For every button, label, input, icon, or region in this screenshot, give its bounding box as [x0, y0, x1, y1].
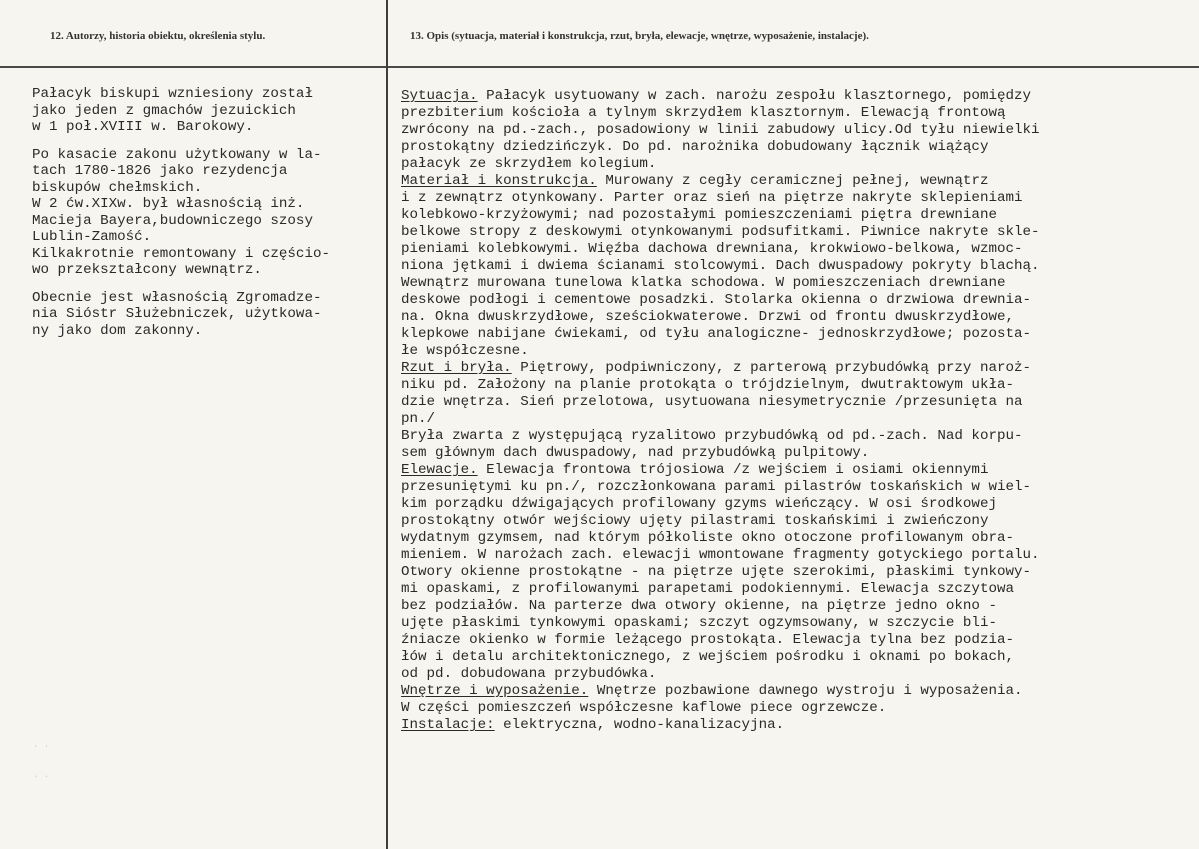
description-line: [401, 122, 1191, 139]
line-text: klepkowe nabijane ćwiekami, od tyłu analogiczne- jednoskrzydłowe; pozosta-: [401, 326, 1032, 342]
description-line: [401, 632, 1191, 649]
text-line: Kilkakrotnie remontowany i częścio-: [32, 245, 330, 262]
section-heading: Sytuacja.: [401, 88, 478, 104]
column-divider: [386, 0, 388, 849]
description-line: [401, 258, 1191, 275]
description-line: [401, 88, 1191, 105]
line-text: bez podziałów. Na parterze dwa otwory okienne, na piętrze jedno okno -: [401, 598, 997, 614]
description-line: [401, 683, 1191, 700]
description-line: [401, 513, 1191, 530]
description-line: [401, 326, 1191, 343]
text-line: biskupów chełmskich.: [32, 179, 203, 196]
description-line: [401, 190, 1191, 207]
description-line: [401, 156, 1191, 173]
description-line: [401, 173, 1191, 190]
left-section-header: 12. Autorzy, historia obiektu, określenia stylu.: [50, 30, 266, 42]
line-text: Wewnątrz murowana tunelowa klatka schodowa. W pomieszczeniach drewniane: [401, 275, 1006, 291]
description-line: [401, 309, 1191, 326]
faint-mark: . .: [33, 770, 50, 780]
description-line: [401, 377, 1191, 394]
faint-mark: . .: [33, 740, 50, 750]
line-text: Elewacja frontowa trójosiowa /z wejściem i osiami okiennymi: [477, 462, 989, 478]
line-text: pałacyk ze skrzydłem kolegium.: [401, 156, 657, 172]
history-paragraph-1: [32, 86, 382, 136]
description-line: [401, 105, 1191, 122]
section-heading: Instalacje:: [401, 717, 495, 733]
description-line: [401, 530, 1191, 547]
line-text: niona jętkami i dwiema ścianami stolcowymi. Dach dwuspadowy pokryty blachą.: [401, 258, 1040, 274]
line-text: od pd. dobudowana przybudówka.: [401, 666, 657, 682]
line-text: źniacze okienko w formie leżącego prostokąta. Elewacja tylna bez podzia-: [401, 632, 1014, 648]
line-text: Otwory okienne prostokątne - na piętrze ujęte szerokimi, płaskimi tynkowy-: [401, 564, 1032, 580]
line-text: mi opaskami, z profilowanymi parapetami podokiennymi. Elewacja szczytowa: [401, 581, 1014, 597]
text-line: Po kasacie zakonu użytkowany w la-: [32, 146, 322, 163]
line-text: belkowe stropy z deskowymi otynkowanymi podsufitkami. Piwnice nakryte skle-: [401, 224, 1040, 240]
description-line: [401, 479, 1191, 496]
section-heading: Elewacje.: [401, 462, 478, 478]
text-line: wo przekształcony wewnątrz.: [32, 262, 262, 278]
line-text: ujęte płaskimi tynkowymi opaskami; szczyt ogzymsowany, w szczycie bli-: [401, 615, 997, 631]
description-line: [401, 428, 1191, 445]
description-line: [401, 598, 1191, 615]
description-line: [401, 411, 1191, 428]
description-line: [401, 615, 1191, 632]
line-text: przesuniętymi ku pn./, rozczłonkowana parami pilastrów toskańskich w wiel-: [401, 479, 1032, 495]
line-text: kim porządku dźwigających profilowany gzyms wieńczący. W osi środkowej: [401, 496, 997, 512]
header-rule: [0, 66, 1199, 68]
description-line: [401, 241, 1191, 258]
section-heading: Rzut i bryła.: [401, 360, 512, 376]
text-line: jako jeden z gmachów jezuickich: [32, 102, 296, 119]
text-line: Obecnie jest własnością Zgromadze-: [32, 289, 322, 306]
text-line: W 2 ćw.XIXw. był własnością inż.: [32, 196, 305, 212]
line-text: prostokątny dziedzińczyk. Do pd. narożnika dobudowany łącznik wiążący: [401, 139, 989, 155]
line-text: pieniami kolebkowymi. Więźba dachowa drewniana, krokwiowo-belkowa, wzmoc-: [401, 241, 1023, 257]
text-line: nia Sióstr Służebniczek, użytkowa-: [32, 306, 322, 322]
line-text: na. Okna dwuskrzydłowe, sześciokwaterowe. Drzwi od frontu dwuskrzydłowe,: [401, 309, 1014, 325]
line-text: i z zewnątrz otynkowany. Parter oraz sień na piętrze nakryte sklepieniami: [401, 190, 1023, 206]
line-text: W części pomieszczeń współczesne kaflowe piece ogrzewcze.: [401, 700, 887, 716]
line-text: Wnętrze pozbawione dawnego wystroju i wyposażenia.: [588, 683, 1023, 699]
line-text: zwrócony na pd.-zach., posadowiony w linii zabudowy ulicy.Od tyłu niewielki: [401, 122, 1040, 138]
line-text: mieniem. W narożach zach. elewacji wmontowane fragmenty gotyckiego portalu.: [401, 547, 1040, 563]
description-line: [401, 360, 1191, 377]
description-line: [401, 139, 1191, 156]
section-heading: Materiał i konstrukcja.: [401, 173, 597, 189]
line-text: Piętrowy, podpiwniczony, z parterową przybudówką przy naroż-: [511, 360, 1032, 376]
line-text: prezbiterium kościoła a tylnym skrzydłem klasztornym. Elewacją frontową: [401, 105, 1006, 121]
line-text: Murowany z cegły ceramicznej pełnej, wewnątrz: [596, 173, 989, 189]
line-text: prostokątny otwór wejściowy ujęty pilastrami toskańskimi i zwieńczony: [401, 513, 989, 529]
description-line: [401, 343, 1191, 360]
description-line: [401, 207, 1191, 224]
section-heading: Wnętrze i wyposażenie.: [401, 683, 589, 699]
description-line: [401, 394, 1191, 411]
description-line: [401, 581, 1191, 598]
description-line: [401, 445, 1191, 462]
right-section-header: 13. Opis (sytuacja, materiał i konstrukcja, rzut, bryła, elewacje, wnętrze, wyposażenie, instalacje).: [410, 30, 869, 42]
text-line: tach 1780-1826 jako rezydencja: [32, 163, 288, 179]
line-text: niku pd. Założony na planie protokąta o trójdzielnym, dwutraktowym ukła-: [401, 377, 1014, 393]
description-line: [401, 496, 1191, 513]
description-line: [401, 275, 1191, 292]
history-paragraph-3: [32, 290, 382, 340]
description-line: [401, 224, 1191, 241]
line-text: Bryła zwarta z występującą ryzalitowo przybudówką od pd.-zach. Nad korpu-: [401, 428, 1023, 444]
line-text: deskowe podłogi i cementowe posadzki. Stolarka okienna o drzwiowa drewnia-: [401, 292, 1032, 308]
text-line: w 1 poł.XVIII w. Barokowy.: [32, 119, 254, 135]
line-text: łów i detalu architektonicznego, z wejściem pośrodku i oknami po bokach,: [401, 649, 1014, 665]
description-line: [401, 564, 1191, 581]
description-line: [401, 292, 1191, 309]
line-text: pn./: [401, 411, 436, 427]
text-line: Lublin-Zamość.: [32, 229, 152, 245]
description-line: [401, 649, 1191, 666]
line-text: łe współczesne.: [401, 343, 529, 359]
description-line: [401, 547, 1191, 564]
history-column: [32, 86, 382, 350]
description-line: [401, 666, 1191, 683]
line-text: dzie wnętrza. Sień przelotowa, usytuowana niesymetrycznie /przesunięta na: [401, 394, 1023, 410]
line-text: sem głównym dach dwuspadowy, nad przybudówką pulpitowy.: [401, 445, 870, 461]
description-line: [401, 462, 1191, 479]
description-column: [401, 88, 1191, 734]
description-line: [401, 700, 1191, 717]
text-line: Pałacyk biskupi wzniesiony został: [32, 86, 313, 102]
line-text: kolebkowo-krzyżowymi; nad pozostałymi pomieszczeniami piętra drewniane: [401, 207, 997, 223]
description-line: [401, 717, 1191, 734]
text-line: ny jako dom zakonny.: [32, 322, 203, 339]
line-text: Pałacyk usytuowany w zach. narożu zespołu klasztornego, pomiędzy: [477, 88, 1032, 104]
line-text: elektryczna, wodno-kanalizacyjna.: [494, 717, 785, 733]
line-text: wydatnym gzymsem, nad którym półkoliste okno otoczone profilowanym obra-: [401, 530, 1014, 546]
history-paragraph-2: [32, 147, 382, 279]
text-line: Macieja Bayera,budowniczego szosy: [32, 212, 313, 229]
